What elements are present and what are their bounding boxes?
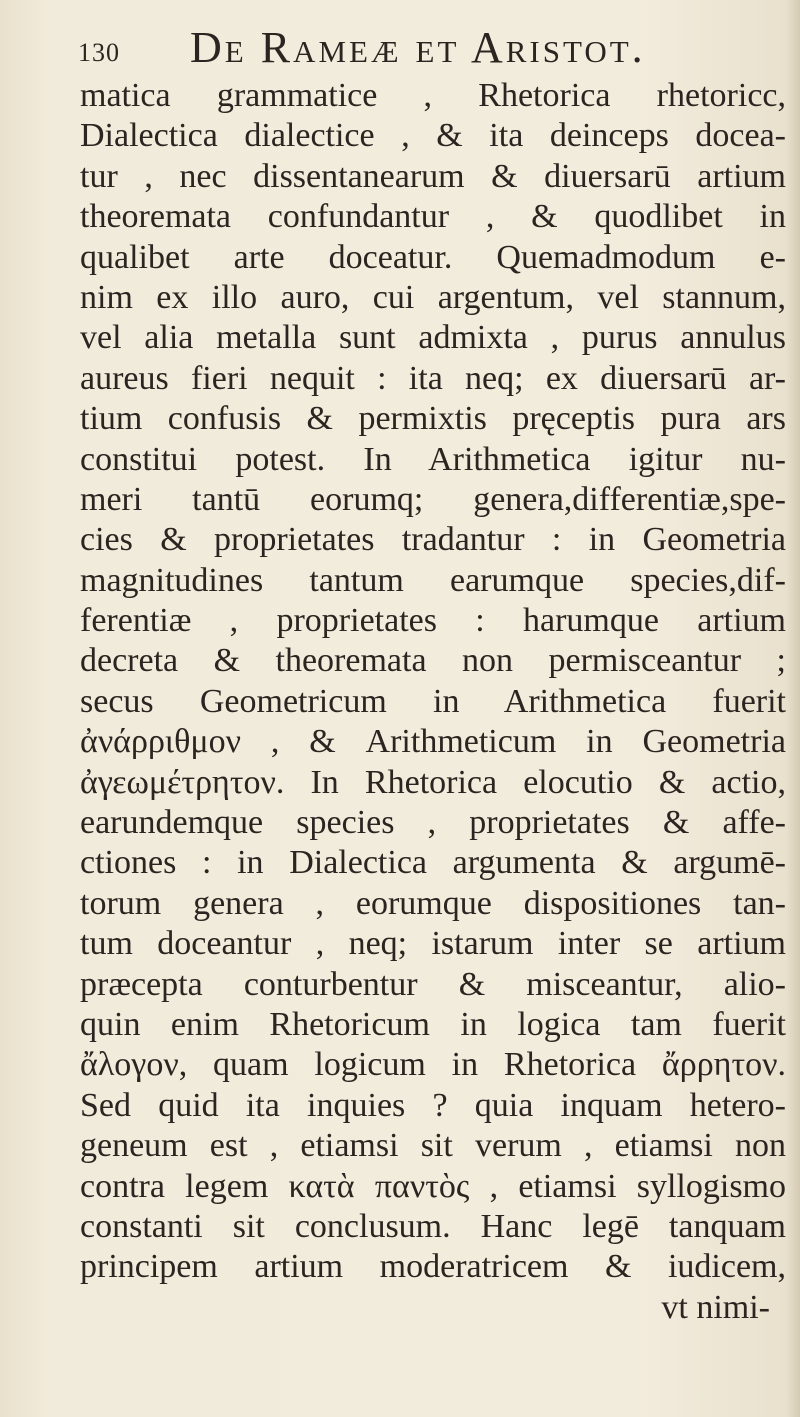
text-line-28: contra legem κατὰ παντὸς , etiamsi syllogismo [80,1167,786,1205]
text-line-7: vel alia metalla sunt admixta , purus annulus [80,319,786,357]
text-line-27: geneum est , etiamsi sit verum , etiamsi non [80,1127,786,1165]
page-edge-shadow [786,0,800,1417]
text-line-8: aureus fieri nequit : ita neq; ex diuersarū ar- [80,359,786,397]
body-text [80,76,786,1328]
text-line-6: nim ex illo auro, cui argentum, vel stannum, [80,278,786,316]
text-line-17: ἀνάρριθμον , & Arithmeticum in Geometria [80,723,786,761]
page-header [78,22,778,74]
running-head: De Rameæ et Aristot. [190,23,646,72]
text-line-9: tium confusis & permixtis pręceptis pura ars [80,400,786,438]
page-number: 130 [78,38,120,67]
text-line-2: Dialectica dialectice , & ita deinceps docea- [80,117,786,155]
text-line-23: præcepta conturbentur & misceantur, alio- [80,965,786,1003]
text-line-20: ctiones : in Dialectica argumenta & argumē- [80,844,786,882]
text-line-13: magnitudines tantum earumque species,dif- [80,561,786,599]
text-line-15: decreta & theoremata non permisceantur ; [80,642,786,680]
text-line-21: torum genera , eorumque dispositiones tan- [80,884,786,922]
text-line-14: ferentiæ , proprietates : harumque artium [80,602,786,640]
text-line-25: ἄλογον, quam logicum in Rhetorica ἄρρητον. [80,1046,786,1084]
text-line-10: constitui potest. In Arithmetica igitur nu- [80,440,786,478]
text-line-18: ἀγεωμέτρητον. In Rhetorica elocutio & actio, [80,763,786,801]
text-line-4: theoremata confundantur , & quodlibet in [80,198,786,236]
text-line-26: Sed quid ita inquies ? quia inquam hetero- [80,1086,786,1124]
text-line-3: tur , nec dissentanearum & diuersarū artium [80,157,786,195]
text-line-5: qualibet arte doceatur. Quemadmodum e- [80,238,786,276]
text-line-19: earundemque species , proprietates & affe- [80,804,786,842]
text-line-11: meri tantū eorumq; genera,differentiæ,spe- [80,480,786,518]
catchword-line: vt nimi- [661,1288,770,1326]
text-line-16: secus Geometricum in Arithmetica fuerit [80,682,786,720]
text-line-1: matica grammatice , Rhetorica rhetoricc, [80,77,786,114]
text-line-29: constanti sit conclusum. Hanc legē tanquam [80,1207,786,1245]
text-line-12: cies & proprietates tradantur : in Geometria [80,521,786,559]
text-line-22: tum doceantur , neq; istarum inter se artium [80,925,786,963]
text-line-24: quin enim Rhetoricum in logica tam fuerit [80,1005,786,1043]
text-line-30: principem artium moderatricem & iudicem, [80,1248,786,1286]
